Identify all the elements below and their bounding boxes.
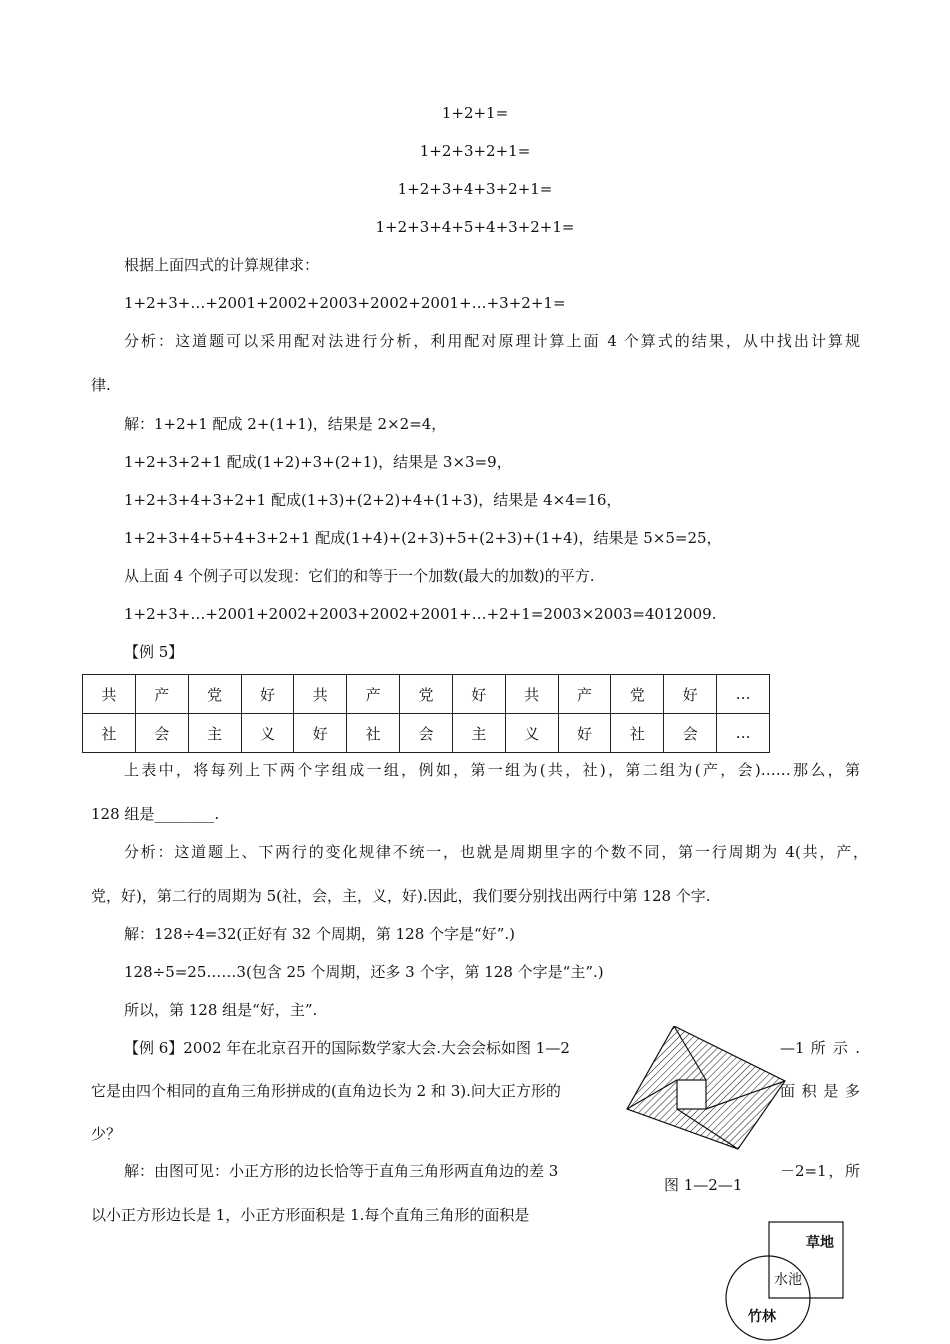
formula-3: 1+2+3+4+3+2+1= [397, 180, 553, 198]
example-6-line-4-right: －2=1，所 [780, 1162, 860, 1180]
table-cell: 党 [400, 675, 453, 714]
table-cell: 共 [294, 675, 347, 714]
table-cell: 义 [505, 714, 558, 753]
solution-1-line-4: 1+2+3+4+5+4+3+2+1 配成(1+4)+(2+3)+5+(2+3)+(1+4)，结果是 5×5=25， [124, 529, 722, 547]
example-5-heading: 【例 5】 [124, 643, 184, 661]
table-cell: 共 [83, 675, 136, 714]
table-cell: 会 [400, 714, 453, 753]
formula-4: 1+2+3+4+5+4+3+2+1= [375, 218, 575, 236]
table-cell: 产 [558, 675, 611, 714]
table-cell: 共 [505, 675, 558, 714]
expression-text: 1+2+3+…+2001+2002+2003+2002+2001+…+3+2+1= [124, 294, 566, 312]
table-cell: 党 [611, 675, 664, 714]
table-cell: 党 [188, 675, 241, 714]
table-cell: 义 [241, 714, 294, 753]
table-cell: 会 [664, 714, 717, 753]
venn-label-bamboo: 竹林 [748, 1309, 776, 1325]
venn-label-grass: 草地 [806, 1235, 834, 1251]
table-cell: 主 [452, 714, 505, 753]
table-cell: 会 [135, 714, 188, 753]
table-cell: 社 [83, 714, 136, 753]
example-5-text-line-2: 128 组是________. [91, 805, 220, 823]
venn-label-pond: 水池 [774, 1272, 802, 1288]
example-6-line-4-left: 解：由图可见：小正方形的边长恰等于直角三角形两直角边的差 3 [124, 1162, 559, 1180]
table-cell: 好 [294, 714, 347, 753]
table-cell: 社 [611, 714, 664, 753]
rule-text: 根据上面四式的计算规律求： [124, 256, 320, 274]
example-6-line-2-left: 它是由四个相同的直角三角形拼成的(直角边长为 2 和 3).问大正方形的 [91, 1082, 561, 1100]
solution-1-line-1: 解：1+2+1 配成 2+(1+1)，结果是 2×2=4， [124, 415, 447, 433]
table-row [83, 675, 770, 714]
example-6-line-2-right: 面 积 是 多 [780, 1082, 860, 1100]
table-cell: … [717, 675, 770, 714]
example-6-line-1-left: 【例 6】2002 年在北京召开的国际数学家大会.大会会标如图 1—2 [124, 1039, 570, 1057]
table-cell: 主 [188, 714, 241, 753]
figure-caption: 图 1—2—1 [664, 1176, 743, 1194]
example-6-line-3: 少？ [91, 1125, 122, 1143]
analysis-2-line-2: 党，好)，第二行的周期为 5(社，会，主，义，好).因此，我们要分别找出两行中第 128 个字. [91, 887, 711, 905]
pinwheel-square-figure [626, 1026, 786, 1150]
table-cell: 产 [347, 675, 400, 714]
solution-1-line-5: 从上面 4 个例子可以发现：它们的和等于一个加数(最大的加数)的平方. [124, 567, 595, 585]
solution-2-line-3: 所以，第 128 组是“好，主”. [124, 1001, 318, 1019]
analysis-1-line-2: 律. [91, 376, 111, 394]
example-6-line-5: 以小正方形边长是 1，小正方形面积是 1.每个直角三角形的面积是 [91, 1206, 530, 1224]
example-6-line-1-right: —1 所 示 . [780, 1039, 860, 1057]
solution-2-line-2: 128÷5=25……3(包含 25 个周期，还多 3 个字，第 128 个字是“主”.) [124, 963, 604, 981]
formula-1: 1+2+1= [441, 104, 509, 122]
example-5-text-line-1: 上表中，将每列上下两个字组成一组，例如，第一组为(共，社)，第二组为(产，会)……那么，第 [124, 761, 860, 779]
solution-1-line-2: 1+2+3+2+1 配成(1+2)+3+(2+1)，结果是 3×3=9， [124, 453, 512, 471]
solution-2-line-1: 解：128÷4=32(正好有 32 个周期，第 128 个字是“好”.) [124, 925, 515, 943]
analysis-1-line-1: 分析：这道题可以采用配对法进行分析，利用配对原理计算上面 4 个算式的结果，从中找出计算规 [124, 332, 860, 350]
table-cell: 产 [135, 675, 188, 714]
table-cell: 好 [241, 675, 294, 714]
table-row [83, 714, 770, 753]
character-table [82, 674, 770, 753]
table-cell: 好 [558, 714, 611, 753]
formula-2: 1+2+3+2+1= [419, 142, 531, 160]
analysis-2-line-1: 分析：这道题上、下两行的变化规律不统一，也就是周期里字的个数不同，第一行周期为 4(共，产， [124, 843, 868, 861]
solution-1-line-6: 1+2+3+…+2001+2002+2003+2002+2001+…+2+1=2003×2003=4012009. [124, 605, 717, 623]
solution-1-line-3: 1+2+3+4+3+2+1 配成(1+3)+(2+2)+4+(1+3)，结果是 4×4=16， [124, 491, 622, 509]
table-cell: … [717, 714, 770, 753]
table-cell: 好 [452, 675, 505, 714]
table-cell: 社 [347, 714, 400, 753]
table-cell: 好 [664, 675, 717, 714]
